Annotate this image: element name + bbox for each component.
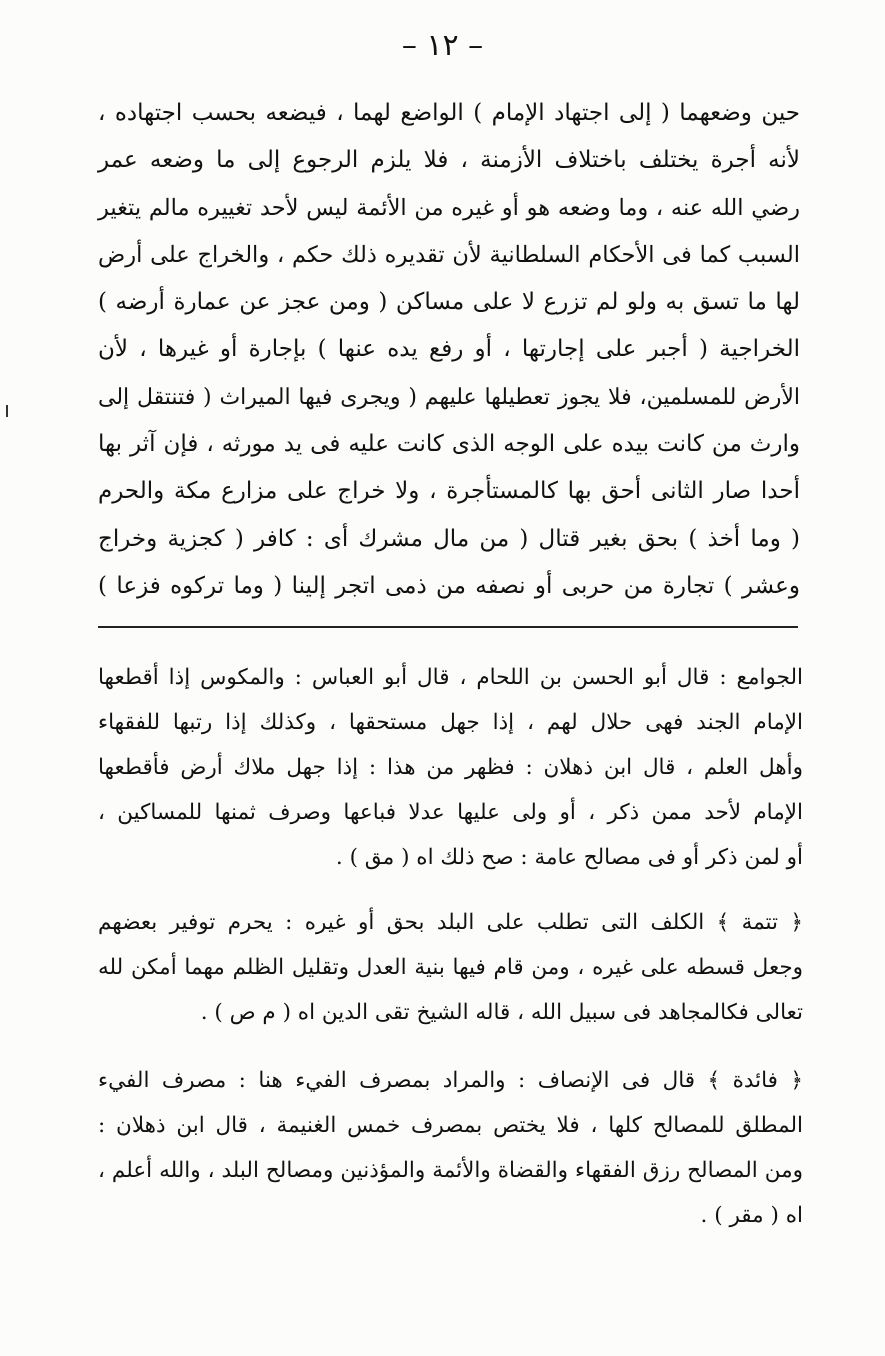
main-text-line: أحدا صار الثانى أحق بها كالمستأجرة ، ولا خراج على مزارع مكة والحرم bbox=[98, 478, 800, 505]
main-text-line: وارث من كانت بيده على الوجه الذى كانت عليه فى يد مورثه ، فإن آثر بها bbox=[98, 431, 800, 458]
footnote-line: ﴿ فائدة ﴾ قال فى الإنصاف : والمراد بمصرف الفيء هنا : مصرف الفيء bbox=[98, 1068, 803, 1093]
footnote-line: المطلق للمصالح كلها ، فلا يختص بمصرف خمس الغنيمة ، قال ابن ذهلان : bbox=[98, 1113, 803, 1138]
main-text-line: وعشر ) تجارة من حربى أو نصفه من ذمى اتجر إلينا ( وما تركوه فزعا ) bbox=[98, 572, 800, 599]
footnote-line: اه ( مقر ) . bbox=[700, 1203, 803, 1228]
footnote-line: تعالى فكالمجاهد فى سبيل الله ، قاله الشيخ تقى الدين اه ( م ص ) . bbox=[200, 1000, 803, 1025]
main-text-line: لها ما تسق به ولو لم تزرع لا على مساكن ( ومن عجز عن عمارة أرضه ) bbox=[98, 289, 800, 316]
footnote-line: ومن المصالح رزق الفقهاء والقضاة والأئمة والمؤذنين ومصالح البلد ، والله أعلم ، bbox=[98, 1158, 803, 1183]
main-text-line: السبب كما فى الأحكام السلطانية لأن تقديره ذلك حكم ، والخراج على أرض bbox=[98, 241, 800, 268]
main-text-line: لأنه أجرة يختلف باختلاف الأزمنة ، فلا يلزم الرجوع إلى ما وضعه عمر bbox=[98, 147, 800, 174]
main-text-line: الأرض للمسلمين، فلا يجوز تعطيلها عليهم ( ويجرى فيها الميراث ( فتنتقل إلى bbox=[98, 384, 800, 410]
footnote-line: الإمام الجند فهى حلال لهم ، إذا جهل مستحقها ، وكذلك إذا رتبها للفقهاء bbox=[98, 710, 803, 735]
main-text-line: رضي الله عنه ، وما وضعه هو أو غيره من الأئمة ليس لأحد تغييره مالم يتغير bbox=[98, 194, 800, 221]
footnote-line: ﴿ تتمة ﴾ الكلف التى تطلب على البلد بحق أو غيره : يحرم توفير بعضهم bbox=[98, 910, 803, 935]
main-text-line: الخراجية ( أجبر على إجارتها ، أو رفع يده عنها ) بإجارة أو غيرها ، لأن bbox=[98, 336, 800, 363]
footnote-line: الجوامع : قال أبو الحسن بن اللحام ، قال أبو العباس : والمكوس إذا أقطعها bbox=[98, 665, 803, 690]
page-number: – ١٢ – bbox=[401, 28, 484, 63]
main-text-line: حين وضعهما ( إلى اجتهاد الإمام ) الواضع لهما ، فيضعه بحسب اجتهاده ، bbox=[98, 100, 800, 126]
footnote-line: وجعل قسطه على غيره ، ومن قام فيها بنية العدل وتقليل الظلم مهما أمكن لله bbox=[98, 955, 803, 980]
footnote-line: الإمام لأحد ممن ذكر ، أو ولى عليها عدلا فباعها وصرف ثمنها للمساكين ، bbox=[98, 800, 803, 825]
footnote-jawami bbox=[98, 655, 803, 880]
footnote-line: وأهل العلم ، قال ابن ذهلان : فظهر من هذا : إذا جهل ملاك أرض فأقطعها bbox=[98, 755, 803, 780]
footnote-faida bbox=[98, 1058, 803, 1238]
footnote-tatimma bbox=[98, 900, 803, 1035]
main-text bbox=[98, 90, 800, 610]
main-text-line: ( وما أخذ ) بحق بغير قتال ( من مال مشرك أى : كافر ( كجزية وخراج bbox=[98, 525, 800, 552]
footnote-divider bbox=[98, 626, 798, 628]
scan-edge-mark bbox=[6, 405, 8, 417]
footnote-line: أو لمن ذكر أو فى مصالح عامة : صح ذلك اه ( مق ) . bbox=[335, 845, 803, 870]
